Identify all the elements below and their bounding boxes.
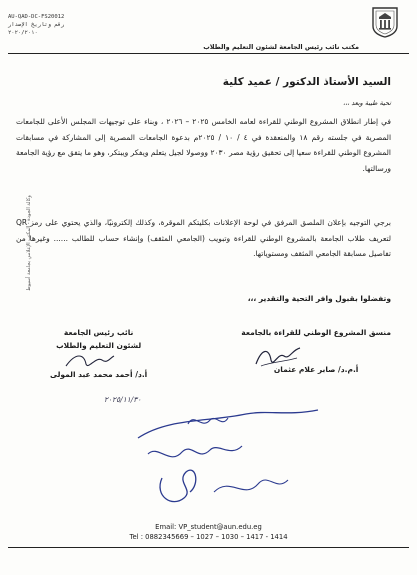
addressee: السيد الأستاذ الدكتور / عميد كلية: [222, 76, 391, 88]
doc-code: AU-QAD-DC-FS20012: [8, 14, 65, 20]
ref-number-label: رقم وتاريخ الإصدار: [8, 22, 65, 28]
document-reference: [8, 13, 64, 37]
coordinator-title: منسق المشروع الوطني للقراءة بالجامعة: [241, 328, 391, 337]
signature-block-coordinator: [241, 326, 391, 376]
office-title: مكتب نائب رئيس الجامعة لشئون التعليم والطلاب: [203, 43, 359, 51]
issue-date: ٢٠٢٠/٢٠١٠: [8, 30, 38, 36]
coordinator-signature-icon: [253, 344, 303, 370]
signature-block-vp: [50, 326, 147, 381]
handwritten-annotation-icon: [118, 400, 328, 520]
vp-title-line-2: لشئون التعليم والطلاب: [56, 341, 142, 350]
footer-divider: [8, 547, 409, 548]
paragraph-2: برجي التوجيه بإعلان الملصق المرفق في لوحة الإعلانات بكليتكم الموقرة، وكذلك إلكترونيًا، والذي يحتوي على رمز QR لتعريف طلاب الجامعة بالمشروع الوطني للقراءة وتبويب (الجامعي المثقف) وإنشاء حساب للطالب ...... وغيرها من تفاصيل مسابقة الجامعي المثقف ومستوياتها.: [16, 218, 391, 259]
greeting: تحية طيبة وبعد ،،،: [342, 99, 391, 107]
header-divider: [8, 53, 409, 54]
vp-title-line-1: نائب رئيس الجامعة: [63, 328, 134, 337]
closing-line: وتفضلوا بقبول وافر التحية والتقدير ،،،: [247, 294, 391, 303]
footer-phones: Tel : 0882345669 – 1027 – 1030 – 1417 - 1414: [129, 533, 288, 541]
margin-vertical-note: وكالة الجودة - المكتب الإعلامي بجامعة أسيوط: [26, 195, 32, 291]
footer-email: Email: VP_student@aun.edu.eg: [155, 523, 262, 531]
coordinator-name: أ.م.د/ صابر علام عثمان: [273, 365, 359, 374]
paragraph-1: في إطار انطلاق المشروع الوطني للقراءة لعامه الخامس ٢٠٢٥ – ٢٠٢٦ ، وبناء على توجيهات المجلس الأعلى للجامعات المصرية في جلسته رقم ١٨ والمنعقدة في ٤ / ١٠ / ٢٠٢٥م بدعوة الجامعات المصرية إلى المشاركة في مسابقات المشروع الوطني للقراءة سعيا إلى تحقيق رؤية مصر ٢٠٣٠ ووصولا لجيل يتعلم ويفكر ويبتكر، وهو ما يتفق مع رؤية الجامعة ورسالتها.: [16, 117, 392, 173]
handwritten-date: ٢٠٢٥/١١/٣٠: [104, 395, 142, 404]
university-emblem-icon: [371, 6, 399, 38]
vp-name: أ.د/ أحمد محمد عبد المولى: [50, 370, 148, 379]
vp-signature-icon: [62, 350, 118, 372]
